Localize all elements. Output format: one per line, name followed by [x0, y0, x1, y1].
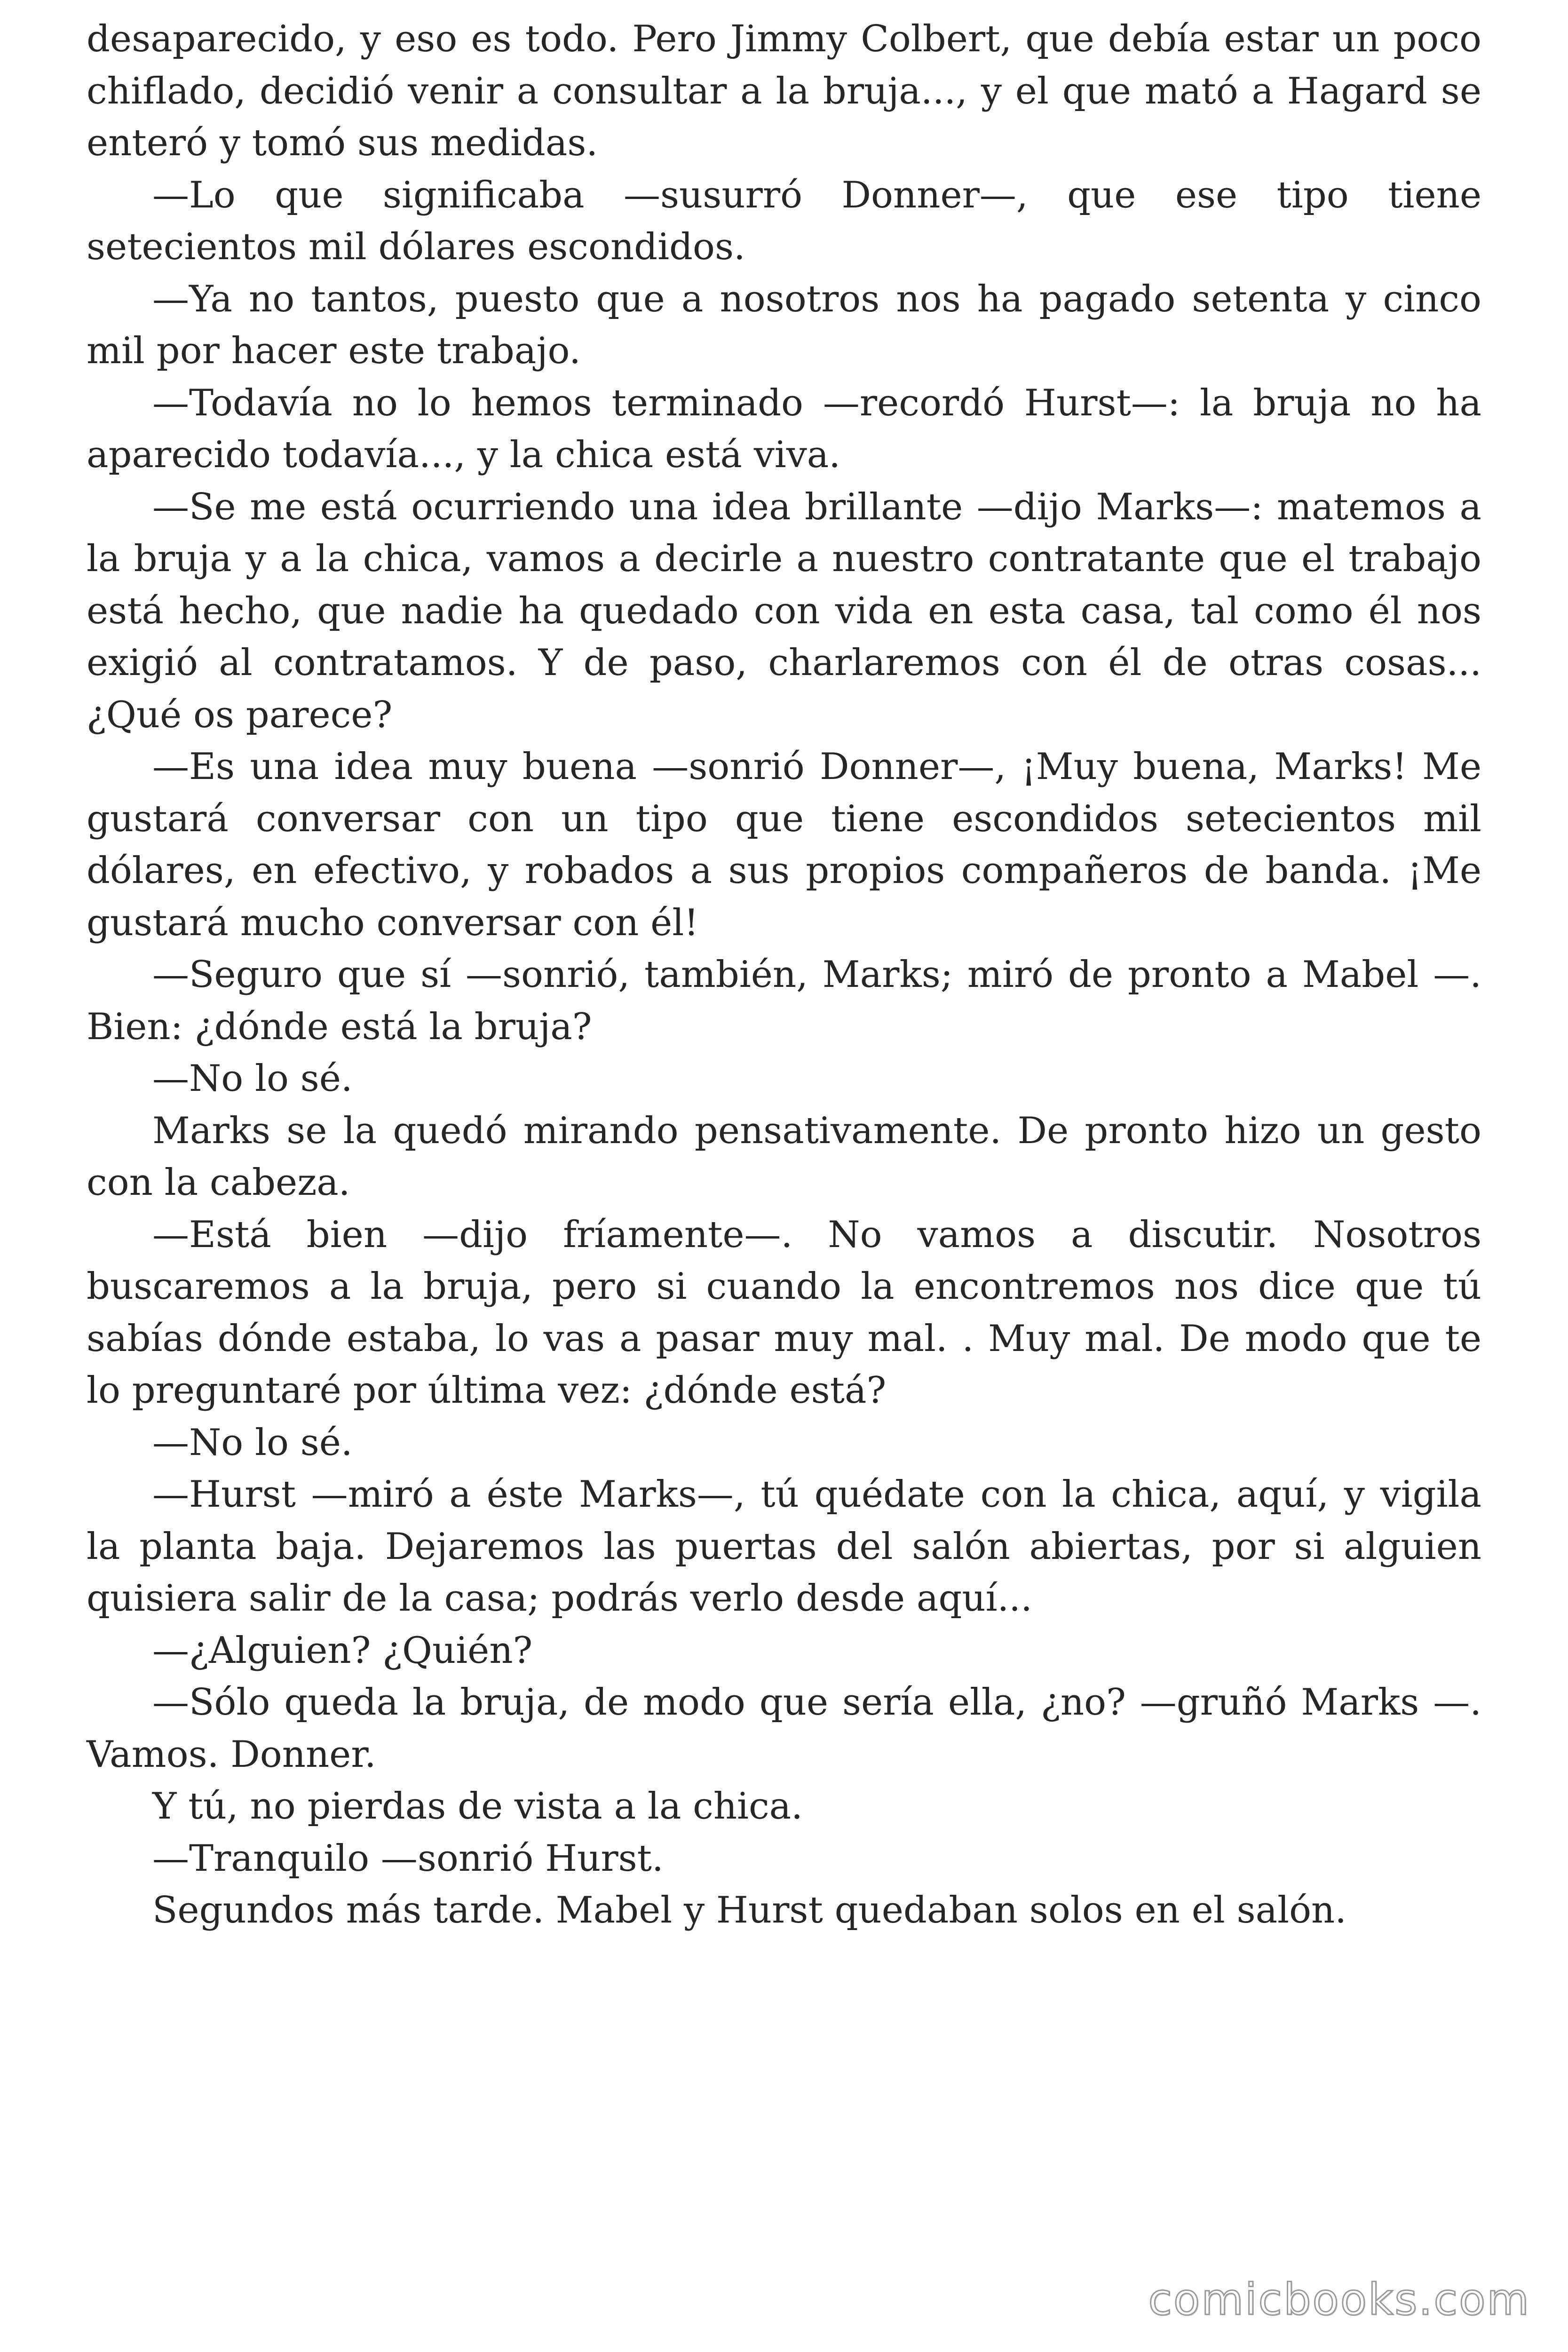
paragraph: —Sólo queda la bruja, de modo que sería ella, ¿no? —gruñó Marks —. Vamos. Donner.	[87, 1681, 1481, 1776]
paragraph: —No lo sé.	[152, 1057, 353, 1100]
paragraph: —Todavía no lo hemos terminado —recordó Hurst—: la bruja no ha aparecido todavía..., y la chica está viva.	[87, 381, 1481, 476]
paragraph: desaparecido, y eso es todo. Pero Jimmy Colbert, que debía estar un poco chiflado, decidió venir a consultar a la bruja..., y el que mató a Hagard se enteró y tomó sus medidas.	[87, 18, 1481, 164]
paragraph: —Tranquilo —sonrió Hurst.	[152, 1837, 664, 1880]
watermark: comicbooks.com	[1148, 2274, 1530, 2325]
paragraph: —Se me está ocurriendo una idea brillante —dijo Marks—: matemos a la bruja y a la chica, vamos a decirle a nuestro contratante que el trabajo está hecho, que nadie ha quedado con vida en esta casa, tal como él nos exigió al contratamos. Y de paso, charlaremos con él de otras cosas... ¿Qué os parece?	[87, 485, 1481, 736]
paragraph: —No lo sé.	[152, 1421, 353, 1464]
paragraph: —Ya no tantos, puesto que a nosotros nos ha pagado setenta y cinco mil por hacer este trabajo.	[87, 278, 1481, 372]
paragraph: —Es una idea muy buena —sonrió Donner—, ¡Muy buena, Marks! Me gustará conversar con un tipo que tiene escondidos setecientos mil dólares, en efectivo, y robados a sus propios compañeros de banda. ¡Me gustará mucho conversar con él!	[87, 746, 1481, 944]
paragraph: Segundos más tarde. Mabel y Hurst quedaban solos en el salón.	[152, 1889, 1347, 1931]
paragraph: —Hurst —miró a éste Marks—, tú quédate con la chica, aquí, y vigila la planta baja. Dejaremos las puertas del salón abiertas, por si alguien quisiera salir de la casa; podrás verlo desde aquí...	[87, 1473, 1481, 1620]
paragraph: —¿Alguien? ¿Quién?	[152, 1629, 533, 1672]
body-text	[87, 13, 1481, 1937]
paragraph: —Lo que significaba —susurró Donner—, que ese tipo tiene setecientos mil dólares escondidos.	[87, 174, 1481, 268]
paragraph: Y tú, no pierdas de vista a la chica.	[152, 1785, 803, 1828]
paragraph: —Está bien —dijo fríamente—. No vamos a discutir. Nosotros buscaremos a la bruja, pero si cuando la encontremos nos dice que tú sabías dónde estaba, lo vas a pasar muy mal. . Muy mal. De modo que te lo preguntaré por última vez: ¿dónde está?	[87, 1213, 1481, 1412]
paragraph: Marks se la quedó mirando pensativamente. De pronto hizo un gesto con la cabeza.	[87, 1109, 1481, 1204]
paragraph: —Seguro que sí —sonrió, también, Marks; miró de pronto a Mabel —. Bien: ¿dónde está la bruja?	[87, 954, 1481, 1048]
